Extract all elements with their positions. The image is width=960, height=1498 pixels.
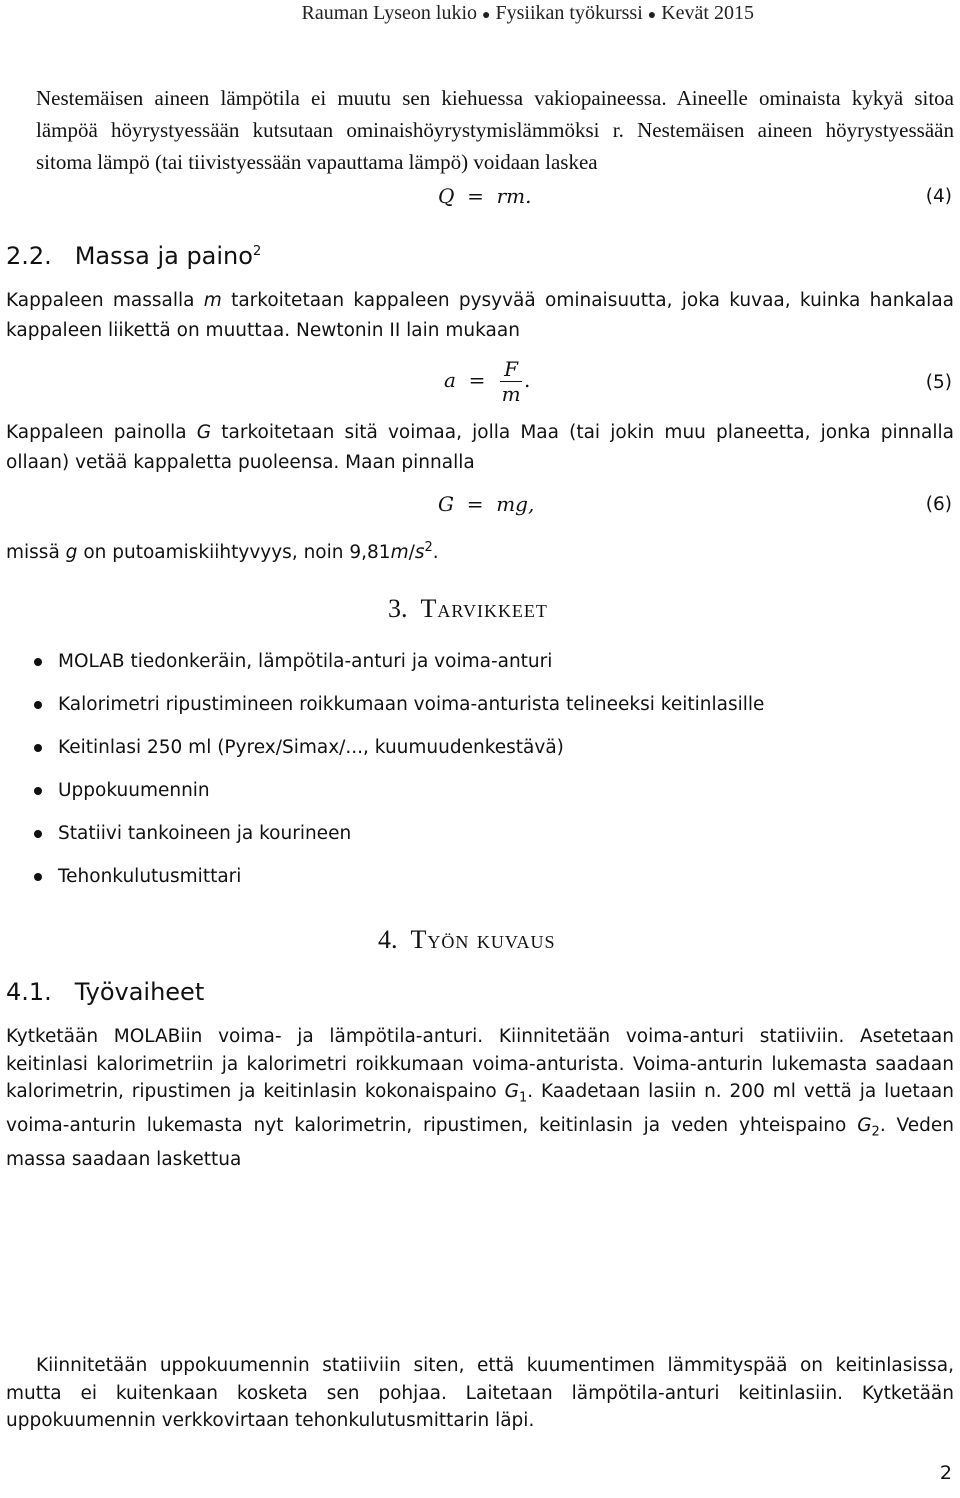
list-item — [30, 690, 930, 733]
mass-text-2: tarkoitetaan kappaleen pysyvää ominaisuutta, joka kuvaa, kuinka hankalaa kappaleen liikettä on muuttaa. Newtonin II lain mukaan — [6, 290, 954, 341]
procedure-1-sub-2: 2 — [871, 1124, 880, 1140]
weight-var-g: G — [196, 422, 212, 443]
eq6-lhs: G — [438, 492, 454, 516]
list-item-text: Tehonkulutusmittari — [58, 866, 242, 887]
intro-text: Nestemäisen aineen lämpötila ei muutu sen kiehuessa vakiopaineessa. Aineelle ominaista kykyä sitoa lämpöä höyrystyessään kutsutaan ominaishöyrystymislämmöksi r. Nestemäisen aineen höyrystyessään sitoma lämpö (tai tiivistyessään vapauttama lämpö) voidaan laskea — [36, 86, 954, 174]
procedure-1-sub-1: 1 — [518, 1090, 528, 1106]
eq4-rhs: rm. — [496, 184, 532, 208]
equation-6 — [438, 492, 534, 516]
intro-paragraph — [36, 82, 954, 178]
list-item-text: MOLAB tiedonkeräin, lämpötila-anturi ja voima-anturi — [58, 651, 553, 672]
section-2-2-heading — [6, 242, 261, 270]
list-item-text: Statiivi tankoineen ja kourineen — [58, 823, 352, 844]
running-header — [302, 2, 755, 25]
subsection-4-1-title: Työvaiheet — [74, 978, 205, 1006]
bullet-icon — [34, 744, 42, 752]
equation-6-number: (6) — [925, 494, 952, 515]
procedure-1-text-b: . Kaadetaan lasiin n. 200 ml vettä ja luetaan voima-anturin lukemasta nyt kalorimetrin, ripustimen, keitinlasin ja veden yhteispaino — [6, 1081, 954, 1137]
section-4-number: 4. — [378, 925, 398, 954]
bullet-icon — [34, 830, 42, 838]
bullet-icon — [34, 787, 42, 795]
section-2-2-number: 2.2. — [6, 242, 52, 270]
list-item-text: Kalorimetri ripustimineen roikkumaan voima-anturista telineeksi keitinlasille — [58, 694, 765, 715]
weight-paragraph — [6, 418, 954, 478]
section-2-2-title: Massa ja paino — [74, 242, 253, 270]
procedure-1-var-g1: G — [504, 1081, 519, 1102]
mass-var-m: m — [203, 290, 222, 311]
list-item — [30, 819, 930, 862]
subsection-4-1-number: 4.1. — [6, 978, 52, 1006]
mass-text-1: Kappaleen massalla — [6, 290, 195, 311]
bullet-icon — [34, 873, 42, 881]
list-item — [30, 733, 930, 776]
header-course: Fysiikan työkurssi — [495, 2, 643, 24]
g-note-exponent: 2 — [424, 540, 433, 555]
weight-text-1: Kappaleen painolla — [6, 422, 187, 443]
eq4-lhs: Q — [438, 184, 455, 208]
eq5-equals: = — [462, 368, 492, 392]
g-note-var-g: g — [65, 542, 78, 564]
g-note-unit-s: s — [414, 542, 425, 564]
list-item-text: Uppokuumennin — [58, 780, 210, 801]
bullet-icon — [34, 701, 42, 709]
eq6-equals: = — [460, 492, 490, 516]
procedure-2-text: Kiinnitetään uppokuumennin statiiviin siten, että kuumentimen lämmityspää on keitinlasissa, mutta ei kuitenkaan kosketa sen pohjaa. Laitetaan lämpötila-anturi keitinlasiin. Kytketään uppokuumennin verkkovirtaan tehonkulutusmittarin läpi. — [6, 1355, 954, 1431]
eq5-trail: . — [524, 368, 531, 392]
header-term: Kevät 2015 — [661, 2, 754, 24]
equation-5 — [444, 358, 530, 405]
procedure-paragraph-1 — [6, 1023, 954, 1174]
subsection-4-1-heading — [6, 978, 204, 1006]
list-item — [30, 862, 930, 905]
eq5-fraction — [500, 358, 522, 405]
section-3-title: Tarvikkeet — [420, 594, 548, 623]
section-4-title: Työn kuvaus — [410, 925, 556, 954]
g-note-end: . — [432, 542, 439, 564]
eq4-equals: = — [460, 184, 491, 208]
eq6-rhs: mg, — [496, 492, 535, 516]
eq5-denominator: m — [501, 382, 521, 406]
eq5-numerator: F — [500, 358, 522, 382]
list-item — [30, 647, 930, 690]
procedure-paragraph-2 — [6, 1352, 954, 1435]
section-3-heading — [388, 594, 548, 624]
header-school: Rauman Lyseon lukio — [301, 2, 478, 24]
mass-paragraph — [6, 286, 954, 346]
g-note: missä g on putoamiskiihtyvyys, noin $9,81m/s^2$. — [6, 540, 439, 564]
g-note-text-1: missä — [6, 542, 60, 564]
procedure-1-text-c: . Veden massa saadaan laskettua — [6, 1115, 954, 1171]
equation-4-number: (4) — [925, 186, 952, 207]
procedure-1-var-g2: G — [857, 1115, 872, 1137]
equation-5-number: (5) — [925, 372, 952, 393]
g-note-unit-m: m — [390, 542, 409, 564]
eq5-lhs: a — [444, 368, 456, 392]
section-2-2-footnote: 2 — [252, 244, 262, 259]
list-item — [30, 776, 930, 819]
equipment-list — [30, 647, 930, 905]
section-3-number: 3. — [388, 594, 408, 623]
equation-4 — [438, 184, 532, 208]
list-item-text: Keitinlasi 250 ml (Pyrex/Simax/..., kuumuudenkestävä) — [58, 737, 564, 758]
g-note-text-2: on putoamiskiihtyvyys, noin 9,81 — [83, 542, 391, 564]
header-separator-1: ● — [482, 8, 491, 23]
page-number: 2 — [939, 1462, 952, 1484]
header-separator-2: ● — [647, 8, 657, 23]
weight-text-2: tarkoitetaan sitä voimaa, jolla Maa (tai jokin muu planeetta, jonka pinnalla ollaan) vetää kappaletta puoleensa. Maan pinnalla — [6, 422, 954, 473]
section-4-heading — [378, 925, 556, 955]
bullet-icon — [34, 658, 42, 666]
procedure-1-text-a: Kytketään MOLABiin voima- ja lämpötila-anturi. Kiinnitetään voima-anturi statiiviin. Asetetaan keitinlasi kalorimetriin ja kalorimetri roikkumaan voima-anturista. Voima-anturin lukemasta saadaan kalorimetrin, ripustimen ja keitinlasin kokonaispaino — [6, 1026, 954, 1102]
